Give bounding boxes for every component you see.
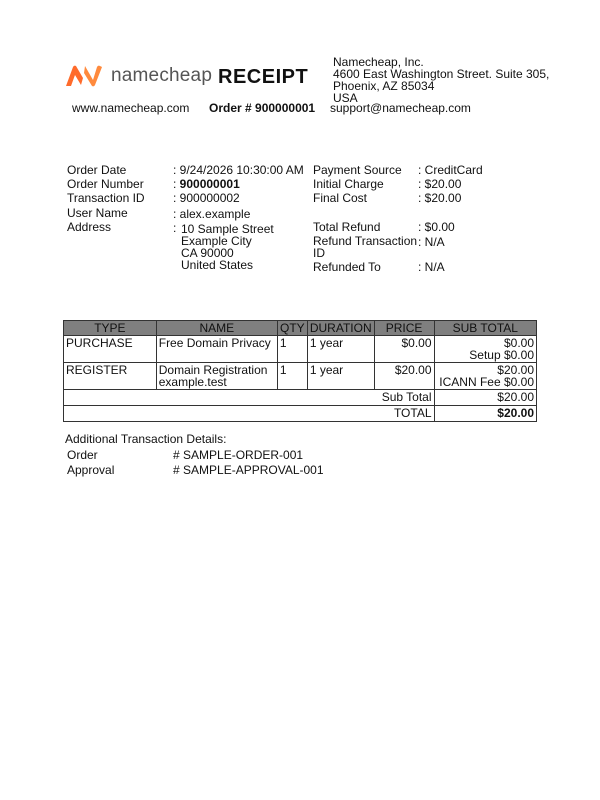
order-number-header: Order # 900000001 (209, 101, 316, 115)
refund-transaction-label-line: ID (313, 246, 325, 260)
column-header-qty: QTY (277, 321, 307, 336)
additional-order-value: # SAMPLE-ORDER-001 (173, 448, 304, 462)
address-colon: : (173, 221, 177, 235)
column-header-duration: DURATION (307, 321, 374, 336)
payment-source-value: : CreditCard (418, 163, 483, 177)
company-name: Namecheap, Inc. (333, 55, 424, 69)
cell-sub-total-line: $0.00 (503, 336, 534, 350)
refund-transaction-label (313, 235, 417, 259)
refunded-to-value: : N/A (418, 260, 445, 274)
total-label: TOTAL (64, 406, 435, 422)
cell-price: $0.00 (374, 336, 434, 363)
cell-duration: 1 year (307, 363, 374, 390)
column-header-sub-total: SUB TOTAL (434, 321, 536, 336)
cell-name-line: Domain Registration (158, 363, 268, 377)
order-number-colon: : (173, 177, 180, 191)
transaction-id-label: Transaction ID (67, 191, 145, 205)
refunded-to-label: Refunded To (313, 260, 381, 274)
company-city: Phoenix, AZ 85034 (333, 79, 435, 93)
subtotal-row (64, 390, 537, 406)
items-table (63, 320, 537, 422)
address-label: Address (67, 220, 112, 234)
subtotal-value: $20.00 (434, 390, 536, 406)
total-refund-label: Total Refund (313, 220, 381, 234)
refund-transaction-label-line: Refund Transaction (313, 234, 418, 248)
cell-sub-total-line: Setup $0.00 (469, 348, 534, 362)
payment-source-label: Payment Source (313, 163, 402, 177)
cell-duration: 1 year (307, 336, 374, 363)
additional-details-title: Additional Transaction Details: (65, 432, 227, 446)
order-date-label: Order Date (67, 163, 127, 177)
additional-approval-value: # SAMPLE-APPROVAL-001 (173, 463, 324, 477)
cell-type: PURCHASE (64, 336, 157, 363)
page-title: RECEIPT (218, 66, 309, 88)
additional-approval-label: Approval (67, 463, 115, 477)
final-cost-value: : $20.00 (418, 191, 462, 205)
logo-text: namecheap (111, 65, 213, 86)
address-line: 10 Sample Street (181, 222, 274, 236)
cell-sub-total-line: ICANN Fee $0.00 (439, 375, 534, 389)
address-value (181, 223, 274, 271)
order-date-value: : 9/24/2026 10:30:00 AM (173, 163, 304, 177)
company-street: 4600 East Washington Street. Suite 305, (333, 67, 550, 81)
order-number: 900000001 (179, 177, 240, 191)
address-line: United States (181, 258, 254, 272)
user-name-label: User Name (67, 206, 128, 220)
namecheap-logo (64, 62, 212, 90)
cell-sub-total-line: $20.00 (497, 363, 534, 377)
address-line: CA 90000 (181, 246, 234, 260)
company-address (333, 56, 549, 104)
user-name-value: : alex.example (173, 207, 251, 221)
column-header-type: TYPE (64, 321, 157, 336)
initial-charge-label: Initial Charge (313, 177, 384, 191)
cell-type: REGISTER (64, 363, 157, 390)
order-number-label: Order Number (67, 177, 144, 191)
cell-qty: 1 (277, 363, 307, 390)
column-header-name: NAME (156, 321, 277, 336)
column-header-price: PRICE (374, 321, 434, 336)
cell-name (156, 363, 277, 390)
cell-name-line: Free Domain Privacy (158, 336, 271, 350)
final-cost-label: Final Cost (313, 191, 368, 205)
refund-transaction-value: : N/A (418, 235, 445, 249)
additional-order-label: Order (67, 448, 98, 462)
namecheap-logo-icon (64, 64, 104, 88)
transaction-id-value: : 900000002 (173, 191, 240, 205)
website-link[interactable]: www.namecheap.com (72, 101, 190, 115)
table-row (64, 363, 537, 390)
address-line: Example City (181, 234, 252, 248)
cell-qty: 1 (277, 336, 307, 363)
cell-name-line: example.test (158, 375, 227, 389)
cell-price: $20.00 (374, 363, 434, 390)
company-country: USA (333, 91, 358, 105)
cell-name (156, 336, 277, 363)
table-row (64, 336, 537, 363)
cell-sub-total (434, 336, 536, 363)
cell-sub-total (434, 363, 536, 390)
total-value: $20.00 (434, 406, 536, 422)
support-email-link[interactable]: support@namecheap.com (330, 101, 471, 115)
subtotal-label: Sub Total (64, 390, 435, 406)
total-refund-value: : $0.00 (418, 220, 455, 234)
initial-charge-value: : $20.00 (418, 177, 462, 191)
order-number-value (173, 177, 240, 191)
total-row (64, 406, 537, 422)
table-header-row (64, 321, 537, 336)
